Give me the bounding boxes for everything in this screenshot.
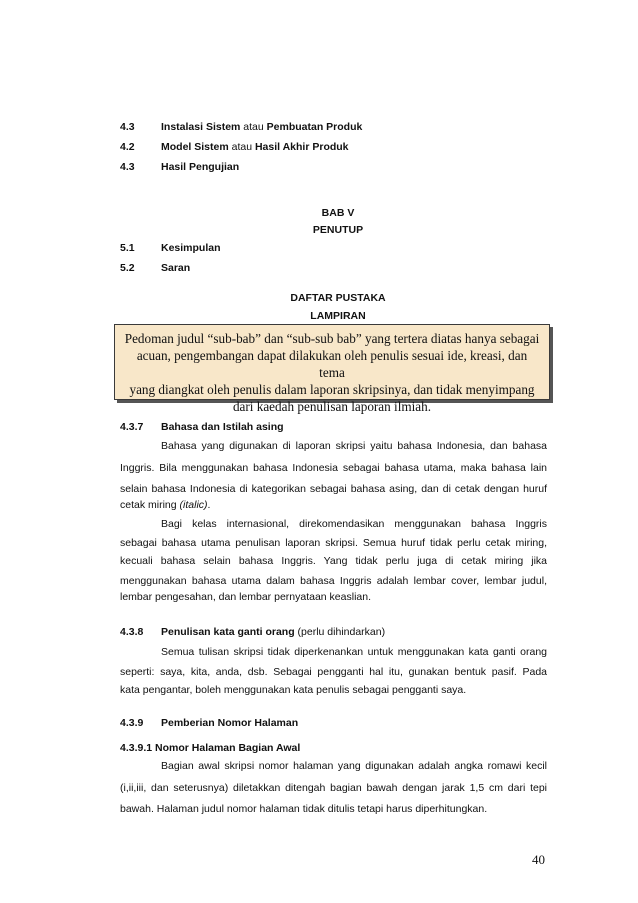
note-line: acuan, pengembangan dapat dilakukan oleh penulis sesuai ide, kreasi, dan tema [136,348,528,380]
body-line: Bagi kelas internasional, direkomendasikan menggunakan bahasa Inggris [161,518,547,530]
chapter-title: BAB V [321,207,355,219]
body-line: selain bahasa Indonesia di kategorikan sebagai bahasa asing, dan di cetak dengan huruf [120,483,547,495]
body-line: sebagai bahasa utama penulisan laporan skripsi. Semua huruf tidak perlu cetak miring, [120,537,547,549]
daftar-pustaka-heading: DAFTAR PUSTAKA [290,292,386,304]
toc-number: 5.1 [120,242,135,254]
page-number: 40 [532,852,545,867]
body-line: Bahasa yang digunakan di laporan skripsi yaitu bahasa Indonesia, dan bahasa [161,440,547,452]
section-number: 4.3.9 [120,717,144,729]
section-title: Penulisan kata ganti orang (perlu dihindarkan) [161,626,386,638]
note-line: Pedoman judul “sub-bab” dan “sub-sub bab” yang tertera diatas hanya sebagai [124,331,540,346]
toc-number: 5.2 [120,262,135,274]
body-line: kata pengantar, boleh menggunakan kata penulis sebagai pengganti saya. [120,684,467,696]
chapter-subtitle: PENUTUP [312,224,364,236]
section-title: Bahasa dan Istilah asing [161,421,284,433]
toc-title: Model Sistem atau Hasil Akhir Produk [161,141,349,153]
body-line: (i,ii,iii, dan seterusnya) diletakkan ditengah bagian bawah dengan jarak 1,5 cm dari tepi [120,782,547,794]
body-line: Semua tulisan skripsi tidak diperkenankan untuk menggunakan kata ganti orang [161,646,547,658]
toc-title: Instalasi Sistem atau Pembuatan Produk [161,121,363,133]
note-line: yang diangkat oleh penulis dalam laporan skripsinya, dan tidak menyimpang [129,382,535,397]
toc-number: 4.3 [120,121,135,133]
body-line: kecuali bahasa selain bahasa Inggris. Yang tidak perlu juga di cetak miring jika [120,555,547,567]
toc-title: Saran [161,262,191,274]
lampiran-heading: LAMPIRAN [310,310,366,322]
note-line: dari kaedah penulisan laporan ilmiah. [232,399,432,414]
toc-title: Kesimpulan [161,242,221,254]
body-line: lembar pengesahan, dan lembar pernyataan keaslian. [120,591,372,603]
body-line: seperti: saya, kita, anda, dsb. Sebagai pengganti hal itu, gunakan bentuk pasif. Pada [120,666,547,678]
body-line: cetak miring (italic). [120,499,211,511]
body-line: menggunakan bahasa utama dalam bahasa Inggris adalah lembar cover, lembar judul, [120,575,547,587]
subsection-heading: 4.3.9.1 Nomor Halaman Bagian Awal [120,742,301,754]
toc-title: Hasil Pengujian [161,161,240,173]
section-number: 4.3.8 [120,626,144,638]
guideline-note-box [114,324,550,414]
body-line: Inggris. Bila menggunakan bahasa Indonesia sebagai bahasa utama, maka bahasa lain [120,462,547,474]
toc-number: 4.2 [120,141,135,153]
section-title: Pemberian Nomor Halaman [161,717,299,729]
body-line: bawah. Halaman judul nomor halaman tidak ditulis tetapi harus diperhitungkan. [120,803,488,815]
toc-number: 4.3 [120,161,135,173]
body-line: Bagian awal skripsi nomor halaman yang digunakan adalah angka romawi kecil [161,760,547,772]
section-number: 4.3.7 [120,421,144,433]
